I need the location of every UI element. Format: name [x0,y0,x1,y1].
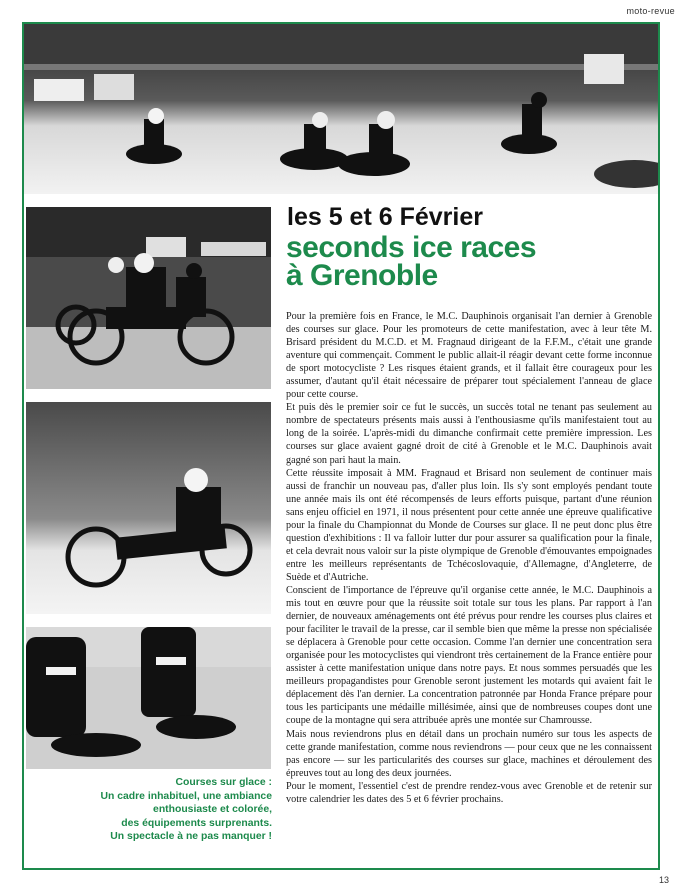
article-date-heading: les 5 et 6 Février [287,203,483,231]
photo-boots-closeup [26,627,271,769]
article-title-line-2: à Grenoble [286,259,438,292]
photo-ice-race-pack [24,24,658,194]
caption-line: des équipements surprenants. [121,817,272,829]
article-paragraph: Pour la première fois en France, le M.C. Dauphinois organisait l'an dernier à Grenoble des courses sur glace. Pour les promoteurs de cette manifestation, avec à leur tête M. Brisard président du M.C.D. et M. Fragnaud dirigeant de la F.F.M., c'était une grande aventure qui commençait. Comment le public allait-il réagir devant cette forme inconnue de sport motocycliste ? Les risques étaient grands, et il fallait être courageux pour les assumer, d'autant qu'il était nécessaire de préparer tout spécialement l'anneau de glace pour cette course. [286,311,652,401]
article-paragraph: Et puis dès le premier soir ce fut le succès, un succès total ne tenant pas seulement au nombre de spectateurs présents mais aussi à l'enthousiasme qu'ils manifestaient tout au long de la soirée. L'après-midi du dimanche confirmait cette première impression. Les courses sur glace avaient gagné droit de cité à Grenoble et le M.C. Dauphinois avait gagné son pari haut la main. [286,402,652,466]
magazine-name: moto-revue [626,6,675,16]
article-title-line-1: seconds ice races [286,231,537,264]
caption-line: enthousiaste et colorée, [153,804,272,816]
article-title [286,231,646,292]
article-paragraph: Conscient de l'importance de l'épreuve qu'il organise cette année, le M.C. Dauphinois a mis tout en œuvre pour que la réussite soit totale sur tous les plans. Par rapport à l'an dernier, de nouveaux aménagements ont été prévus pour rendre les courses plus claires et pour faciliter le travail de la presse, car il semble bien que même la presse non spécialisée se déplacera à Grenoble pour cette occasion. Comme l'an dernier une concentration sera organisée pour les motocyclistes qui viendront très certainement de la France entière pour assister à cette manifestation unique dans notre pays. Et nous sommes persuadés que les meilleurs propagandistes pour Grenoble seront justement les motards qui avaient fait le déplacement dès l'an dernier. La concentration patronnée par Honda France prépare pour tous les participants une médaille millésimée, ainsi que de nombreuses coupes dont une coupe de la montagne qui sera attribuée après une montée sur Chamrousse. [286,584,652,727]
article-paragraph: Cette réussite imposait à MM. Fragnaud et Brisard non seulement de continuer mais aussi de franchir un nouveau pas, d'aller plus loin. Ils s'y sont employés pendant toute une année mais ils ont été récompensés de leurs efforts puisque, partant d'une réunion sans enjeu officiel en 1971, il nous présentent pour cette année une épreuve qualificative pour la finale du Championnat du Monde de Courses sur glace. Il ne peut donc plus être question d'exhibitions : Il va falloir lutter dur pour assurer sa qualification pour la finale, et cela devrait nous valoir sur la piste olympique de Grenoble d'émouvantes empoignades entre les meilleurs représentants de Tchécoslovaquie, d'Allemagne, d'Angleterre, de Suède et d'Autriche. [286,467,652,583]
article-body [286,310,652,862]
photo-rider-leaning [26,402,271,614]
article-paragraph: Mais nous reviendrons plus en détail dans un prochain numéro sur tous les aspects de cette grande manifestation, comme nous reviendrons — pour ceux que ne les connaissent pas encore — sur les particularités des courses sur glace, machines et déroulement des épreuves tout au long des deux journées. [286,728,652,779]
caption-line: Un cadre inhabituel, une ambiance [100,790,272,802]
article-paragraph: Pour le moment, l'essentiel c'est de prendre rendez-vous avec Grenoble et de retenir sur votre calendrier les dates des 5 et 6 février prochains. [286,780,652,805]
photo-riders-start [26,207,271,389]
photo-caption [34,776,272,844]
caption-line: Courses sur glace : [175,777,272,788]
caption-line: Un spectacle à ne pas manquer ! [110,831,272,843]
page-number: 13 [658,875,669,885]
